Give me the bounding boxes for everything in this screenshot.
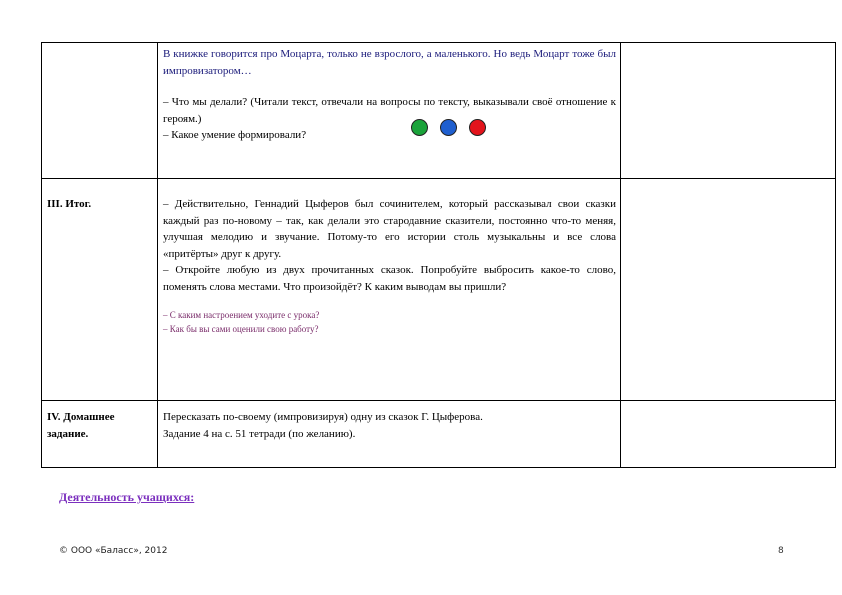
table-row <box>42 401 836 468</box>
page-number: 8 <box>778 546 784 556</box>
stage-cell <box>42 179 158 401</box>
content-cell <box>158 43 621 179</box>
stage-label: IV. Домашнее задание. <box>47 411 115 440</box>
copyright-notice: © ООО «Баласс», 2012 <box>59 546 168 556</box>
notes-cell <box>621 43 836 179</box>
table-row <box>42 179 836 401</box>
text-paragraph: – Что мы делали? (Читали текст, отвечали на вопросы по тексту, выказывали своё отношение к героям.) <box>163 96 616 125</box>
content-cell <box>158 401 621 468</box>
text-paragraph: – Откройте любую из двух прочитанных сказок. Попробуйте выбросить какое-то слово, поменять слова местами. Что произойдёт? К каким выводам вы пришли? <box>163 264 616 293</box>
blue-circle-icon <box>440 119 457 136</box>
content-cell <box>158 179 621 401</box>
text-paragraph: – Какое умение формировали? <box>163 129 307 141</box>
text-paragraph: Задание 4 на с. 51 тетради (по желанию). <box>163 427 356 440</box>
stage-cell <box>42 401 158 468</box>
section-heading: Деятельность учащихся: <box>59 490 195 504</box>
table-row <box>42 43 836 179</box>
text-paragraph: Пересказать по-своему (импровизируя) одну из сказок Г. Цыферова. <box>163 411 483 423</box>
stage-label: III. Итог. <box>47 198 92 210</box>
notes-cell <box>621 401 836 468</box>
stage-label <box>42 43 157 46</box>
reflection-question: – Как бы вы сами оценили свою работу? <box>163 324 319 334</box>
red-circle-icon <box>469 119 486 136</box>
green-circle-icon <box>411 119 428 136</box>
notes-cell <box>621 179 836 401</box>
text-paragraph: В книжке говорится про Моцарта, только не взрослого, а маленького. Но ведь Моцарт тоже был импровизатором… <box>163 48 616 77</box>
assessment-circles <box>411 119 486 136</box>
text-paragraph: – Действительно, Геннадий Цыферов был сочинителем, который рассказывал свои сказки каждый раз по-новому – так, как делали это стародавние сказители, постоянно что-то меняя, улучшая мелодию и звучание. Потому-то его истории столь музыкальны и все слова «притёрты» друг к другу. <box>163 198 616 260</box>
lesson-plan-table <box>41 42 836 468</box>
reflection-question: – С каким настроением уходите с урока? <box>163 310 320 320</box>
stage-cell <box>42 43 158 179</box>
